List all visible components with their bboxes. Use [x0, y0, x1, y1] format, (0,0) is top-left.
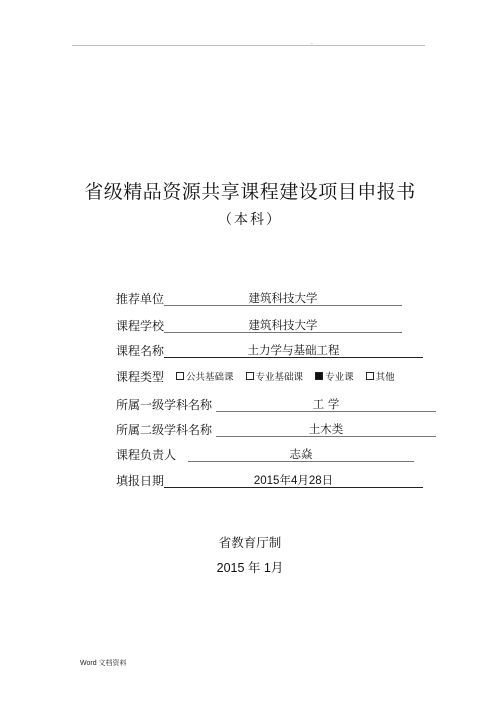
checkbox-icon[interactable] — [176, 372, 184, 380]
course-name-label: 课程名称 — [116, 344, 165, 358]
option-public-basic[interactable] — [176, 372, 234, 383]
checkbox-icon[interactable] — [246, 372, 254, 380]
header-rule — [72, 45, 425, 46]
checkbox-icon[interactable] — [366, 372, 374, 380]
checked-checkbox-icon[interactable] — [315, 372, 323, 380]
footer-text: Word 文档资料 — [80, 660, 127, 667]
secondary-discipline-label: 所属二级学科名称 — [116, 423, 213, 437]
issuer: 省教育厅制 — [218, 535, 282, 550]
course-school-field[interactable]: 建筑科技大学 — [164, 317, 402, 333]
course-leader-label: 课程负责人 — [116, 448, 177, 462]
issue-date: 2015 年 1月 — [216, 561, 284, 575]
option-professional-label: 专业课 — [325, 372, 354, 383]
document-title: 省级精品资源共享课程建设项目申报书 — [84, 181, 416, 203]
option-professional-basic[interactable] — [246, 372, 304, 383]
option-other-label: 其他 — [375, 372, 395, 383]
option-professional-basic-label: 专业基础课 — [255, 372, 304, 383]
fill-date-label: 填报日期 — [116, 474, 165, 488]
option-professional[interactable] — [315, 372, 354, 383]
option-other[interactable] — [366, 372, 395, 383]
primary-discipline-field[interactable]: 工 学 — [216, 396, 436, 412]
option-public-basic-label: 公共基础课 — [186, 372, 234, 383]
course-school-label: 课程学校 — [116, 319, 165, 333]
course-type-options — [176, 369, 404, 383]
course-leader-field[interactable]: 志焱 — [188, 446, 414, 462]
recommending-unit-label: 推荐单位 — [116, 292, 165, 306]
recommending-unit-field[interactable]: 建筑科技大学 — [164, 290, 402, 306]
document-subtitle: （本科） — [218, 212, 282, 228]
primary-discipline-label: 所属一级学科名称 — [116, 398, 213, 412]
secondary-discipline-field[interactable]: 土木类 — [216, 421, 436, 437]
fill-date-field[interactable]: 2015年4月28日 — [164, 472, 423, 488]
course-name-field[interactable]: 土力学与基础工程 — [164, 342, 423, 358]
course-type-label: 课程类型 — [116, 370, 165, 384]
header-dot: . — [311, 39, 313, 46]
